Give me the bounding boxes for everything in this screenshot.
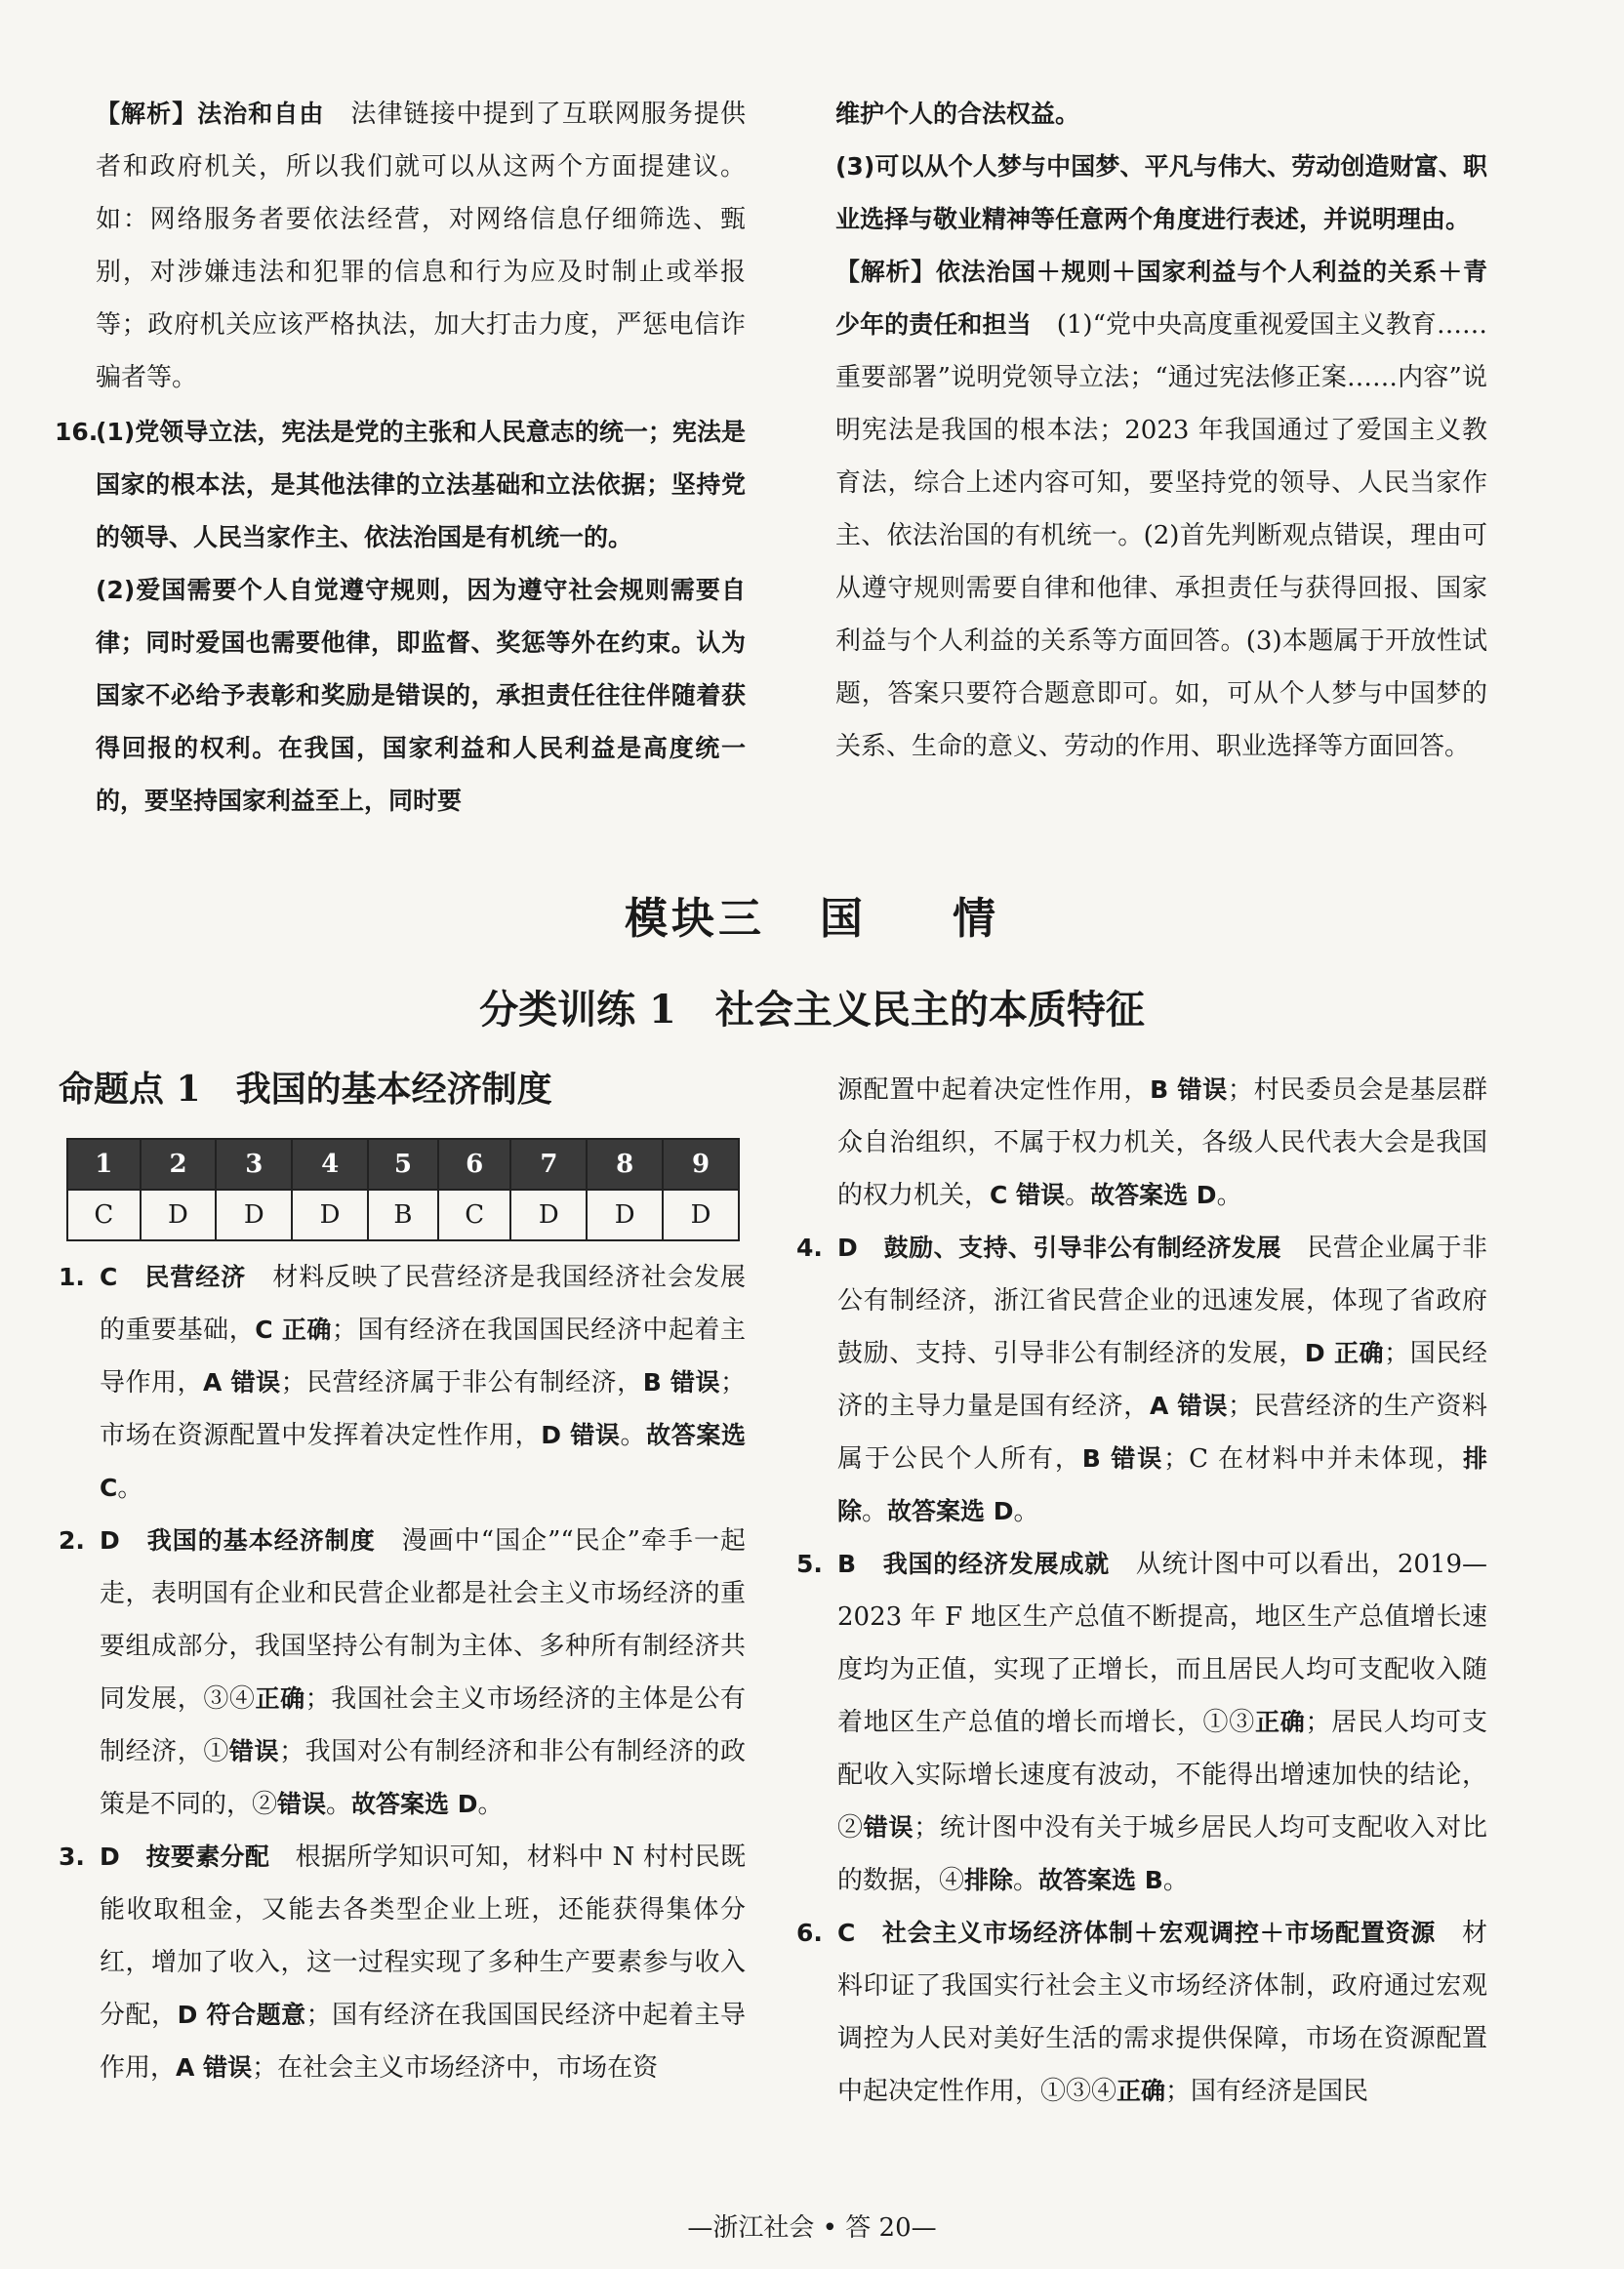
analysis-label: 【解析】 [96, 100, 198, 128]
key-point: 我国的经济发展成就 [882, 1550, 1110, 1578]
analysis-key: 法治和自由 [197, 100, 325, 128]
answer-part-3: (3)可以从个人梦与中国梦、平凡与伟大、劳动创造财富、职业选择与敬业精神等任意两个角度进行表述，并说明理由。 [835, 152, 1487, 233]
question-3-continuation: 源配置中起着决定性作用，B 错误；村民委员会是基层群众自治组织，不属于权力机关，各级人民代表大会是我国的权力机关，C 错误。故答案选 D。 [837, 1075, 1487, 1210]
module-title-part: 模块三 [625, 894, 765, 944]
analysis-paragraph [96, 88, 746, 404]
left-bottom-column [59, 1064, 746, 2094]
question-3: 3. D 按要素分配 根据所学知识可知，材料中 N 村村民既能收取租金，又能去各类型企业上班，还能获得集体分红，增加了收入，这一过程实现了多种生产要素参与收入分配，D 符合题意；国有经济在我国国民经济中起着主导作用，A 错误；在社会主义市场经济中，市场在资 [59, 1831, 746, 2094]
answer-part-1: (1)党领导立法，宪法是党的主张和人民意志的统一；宪法是国家的根本法，是其他法律的立法基础和立法依据；坚持党的领导、人民当家作主、依法治国是有机统一的。 [96, 418, 746, 551]
answer-cell: D [510, 1190, 587, 1240]
key-point: 我国的基本经济制度 [146, 1526, 376, 1555]
analysis-text: (1)“党中央高度重视爱国主义教育……重要部署”说明党领导立法；“通过宪法修正案……内容”说明宪法是我国的根本法；2023 年我国通过了爱国主义教育法，综合上述内容可知，要坚持党的领导、人民当家作主、依法治国的有机统一。(2)首先判断观点错误，理由可从遵守规则需要自律和他律、承担责任与获得回报、国家利益与个人利益的关系等方面回答。(3)本题属于开放性试题，答案只要符合题意即可。如，可从个人梦与中国梦的关系、生命的意义、劳动的作用、职业选择等方面回答。 [835, 310, 1487, 761]
question-number-cell: 6 [438, 1139, 511, 1190]
analysis-label: 【解析】 [835, 258, 936, 286]
question-number-cell: 2 [141, 1139, 217, 1190]
answer-cell: D [141, 1190, 217, 1240]
question-16 [55, 406, 746, 828]
answer-letter: D [100, 1843, 120, 1871]
answer-letter: B [837, 1550, 857, 1578]
answer-part-2: (2)爱国需要个人自觉遵守规则，因为遵守社会规则需要自律；同时爱国也需要他律，即监督、奖惩等外在约束。认为国家不必给予表彰和奖励是错误的，承担责任往往伴随着获得回报的权利。在我国，国家利益和人民利益是高度统一的，要坚持国家利益至上，同时要 [96, 576, 746, 815]
left-top-column [55, 88, 746, 828]
analysis-text: 法律链接中提到了互联网服务提供者和政府机关，所以我们就可以从这两个方面提建议。如：网络服务者要依法经营，对网络信息仔细筛选、甄别，对涉嫌违法和犯罪的信息和行为应及时制止或举报等；政府机关应该严格执法，加大打击力度，严惩电信诈骗者等。 [96, 100, 746, 392]
question-number-cell: 7 [510, 1139, 587, 1190]
answer-continuation: 维护个人的合法权益。 [835, 100, 1080, 128]
analysis-paragraph [835, 246, 1487, 773]
answer-table [66, 1138, 740, 1241]
question-number: 1. [59, 1263, 85, 1291]
answer-letter: D [100, 1526, 120, 1555]
answer-table-row [67, 1190, 739, 1240]
question-6: 6. C 社会主义市场经济体制＋宏观调控＋市场配置资源 材料印证了我国实行社会主义市场经济体制，政府通过宏观调控为人民对美好生活的需求提供保障，市场在资源配置中起决定性作用，①③④正确；国有经济是国民 [796, 1907, 1487, 2118]
key-point: 按要素分配 [145, 1843, 270, 1871]
analysis-key: 依法治国＋规则＋国家利益与个人利益的关系＋青少年的责任和担当 [835, 258, 1487, 339]
answer-letter: C [100, 1263, 118, 1291]
answer-letter: C [837, 1919, 856, 1947]
point-title: 命题点 1 我国的基本经济制度 [59, 1069, 552, 1110]
question-number: 5. [796, 1550, 823, 1578]
question-number: 4. [796, 1234, 823, 1262]
answer-cell: C [67, 1190, 141, 1240]
answer-cell: D [292, 1190, 368, 1240]
question-number-cell: 4 [292, 1139, 368, 1190]
question-5: 5. B 我国的经济发展成就 从统计图中可以看出，2019—2023 年 F 地区生产总值不断提高，地区生产总值增长速度均为正值，实现了正增长，而且居民人均可支配收入随着地区生产总值的增长而增长，①③正确；居民人均可支配收入实际增长速度有波动，不能得出增速加快的结论，②错误；统计图中没有关于城乡居民人均可支配收入对比的数据，④排除。故答案选 B。 [796, 1538, 1487, 1907]
module-title-part: 国 [820, 894, 867, 944]
question-4: 4. D 鼓励、支持、引导非公有制经济发展 民营企业属于非公有制经济，浙江省民营企业的迅速发展，体现了省政府鼓励、支持、引导非公有制经济的发展，D 正确；国民经济的主导力量是国有经济，A 错误；民营经济的生产资料属于公民个人所有，B 错误；C 在材料中并未体现，排除。故答案选 D。 [796, 1222, 1487, 1538]
answer-cell: C [438, 1190, 511, 1240]
question-number: 2. [59, 1526, 85, 1555]
module-title-part: 情 [953, 894, 999, 944]
question-number-cell: 5 [368, 1139, 438, 1190]
question-number-cell: 3 [216, 1139, 292, 1190]
question-number-cell: 1 [67, 1139, 141, 1190]
answer-letter: D [837, 1234, 858, 1262]
question-number: 6. [796, 1919, 823, 1947]
question-2: 2. D 我国的基本经济制度 漫画中“国企”“民企”牵手一起走，表明国有企业和民营企业都是社会主义市场经济的重要组成部分，我国坚持公有制为主体、多种所有制经济共同发展，③④正确；我国社会主义市场经济的主体是公有制经济，①错误；我国对公有制经济和非公有制经济的政策是不同的，②错误。故答案选 D。 [59, 1515, 746, 1831]
question-number: 3. [59, 1843, 85, 1871]
key-point: 民营经济 [144, 1263, 247, 1291]
question-1: 1. C 民营经济 材料反映了民营经济是我国经济社会发展的重要基础，C 正确；国有经济在我国国民经济中起着主导作用，A 错误；民营经济属于非公有制经济，B 错误；市场在资源配置中发挥着决定性作用，D 错误。故答案选 C。 [59, 1251, 746, 1515]
question-number-cell: 9 [663, 1139, 739, 1190]
key-point: 鼓励、支持、引导非公有制经济发展 [883, 1234, 1281, 1262]
answer-cell: D [216, 1190, 292, 1240]
page-footer: —浙江社会 • 答 20— [687, 2213, 937, 2243]
section-title: 分类训练 1 社会主义民主的本质特征 [479, 987, 1145, 1033]
question-number: 16. [55, 418, 99, 446]
question-number-cell: 8 [587, 1139, 663, 1190]
module-title [0, 883, 1624, 946]
answer-cell: D [587, 1190, 663, 1240]
answer-table-header [67, 1139, 739, 1190]
right-top-column [835, 88, 1487, 773]
right-bottom-column [796, 1064, 1487, 2118]
answer-cell: B [368, 1190, 438, 1240]
key-point: 社会主义市场经济体制＋宏观调控＋市场配置资源 [881, 1919, 1437, 1947]
answer-cell: D [663, 1190, 739, 1240]
